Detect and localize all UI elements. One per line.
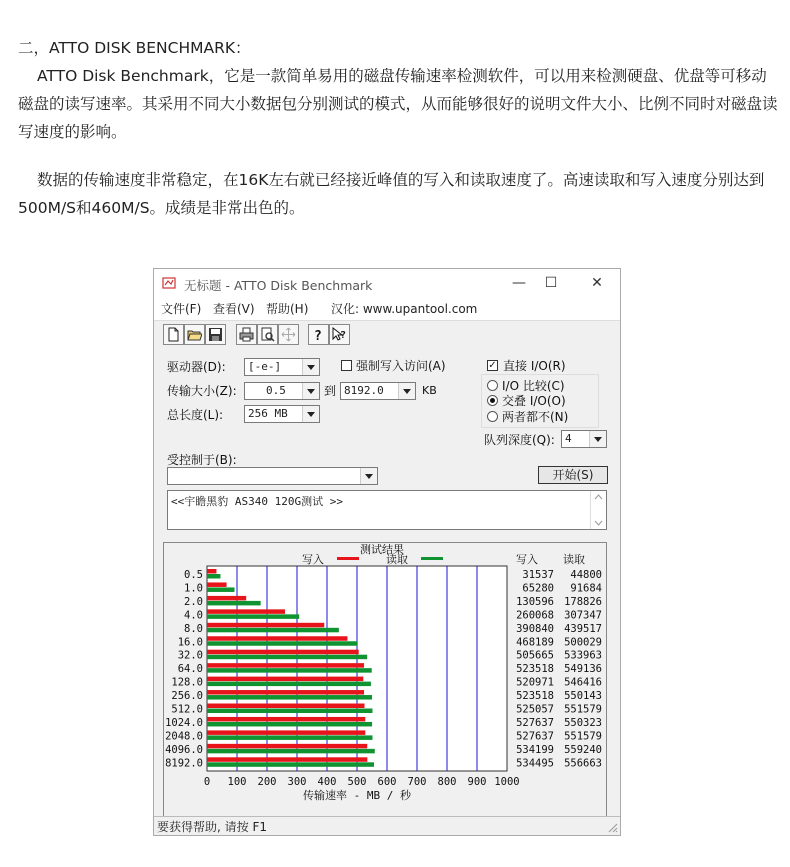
legend-write-swatch (337, 557, 359, 560)
to-label: 到 (324, 384, 337, 398)
write-bar (207, 744, 367, 749)
read-value-label: 551579 (564, 703, 602, 716)
write-bar (207, 690, 364, 695)
read-bar (207, 574, 220, 579)
y-tick-label: 16.0 (177, 636, 203, 649)
menu-view[interactable]: 查看(V) (213, 302, 255, 316)
read-bar (207, 601, 261, 606)
legend-read-swatch (421, 557, 443, 560)
read-bar (207, 655, 367, 660)
write-value-label: 31537 (522, 569, 554, 581)
title-bar (154, 269, 620, 298)
write-bar (207, 582, 227, 587)
legend-read-label: 读取 (386, 553, 408, 566)
overlap-io-radio[interactable] (487, 395, 498, 406)
write-bar (207, 636, 347, 641)
force-write-checkbox[interactable] (341, 360, 352, 371)
chart-title: 测试结果 (360, 543, 404, 556)
results-chart (164, 543, 606, 829)
queue-depth-label: 队列深度(Q): (484, 433, 555, 447)
total-length-value: 256 MB (248, 407, 288, 420)
kb-unit-label: KB (422, 384, 437, 397)
x-tick-label: 800 (437, 776, 457, 788)
svg-text:?: ? (340, 330, 347, 341)
x-axis-label: 传输速率 - MB / 秒 (303, 789, 411, 802)
y-tick-label: 4.0 (184, 609, 203, 622)
write-value-label: 130596 (516, 595, 554, 608)
direct-io-checkbox[interactable]: ✓ (488, 360, 497, 371)
read-bar (207, 628, 339, 633)
y-tick-label: 2048.0 (165, 730, 203, 743)
write-bar (207, 609, 285, 614)
write-column-header: 写入 (516, 553, 538, 566)
read-bar (207, 735, 372, 740)
read-bar (207, 762, 374, 767)
drive-select-value: [-e-] (248, 360, 282, 373)
description-text: <<宇瞻黑豹 AS340 120G测试 >> (171, 495, 343, 508)
x-tick-label: 100 (227, 776, 247, 788)
chevron-down-icon[interactable] (302, 359, 319, 375)
print-icon[interactable] (236, 324, 257, 345)
y-tick-label: 64.0 (177, 663, 203, 676)
y-tick-label: 2.0 (184, 595, 203, 608)
write-bar (207, 650, 359, 655)
read-bar (207, 641, 357, 646)
x-tick-label: 600 (377, 776, 397, 788)
print-preview-icon[interactable] (257, 324, 278, 345)
read-bar (207, 709, 372, 714)
write-value-label: 260068 (516, 609, 554, 622)
x-tick-label: 500 (347, 776, 367, 788)
write-bar (207, 757, 367, 762)
help-icon[interactable] (308, 324, 329, 345)
write-bar (207, 677, 363, 682)
transfer-size-label: 传输大小(Z): (167, 384, 237, 398)
read-value-label: 307347 (564, 609, 602, 622)
write-bar (207, 730, 365, 735)
y-tick-label: 8192.0 (165, 757, 203, 770)
x-tick-label: 900 (467, 776, 487, 788)
read-value-label: 44800 (570, 569, 602, 581)
y-tick-label: 8.0 (184, 622, 203, 635)
write-bar (207, 704, 365, 709)
write-bar (207, 596, 246, 601)
menu-translator-credit: 汉化: www.upantool.com (331, 302, 478, 316)
x-tick-label: 400 (317, 776, 337, 788)
y-tick-label: 128.0 (171, 676, 203, 689)
controlled-by-select[interactable] (167, 467, 378, 485)
move-icon[interactable] (278, 324, 299, 345)
queue-depth-value: 4 (565, 432, 572, 445)
y-tick-label: 1024.0 (165, 716, 203, 729)
read-value-label: 551579 (564, 730, 602, 743)
minimize-button[interactable]: — (512, 275, 526, 291)
x-tick-label: 700 (407, 776, 427, 788)
drive-select[interactable] (244, 358, 320, 376)
description-scrollbar[interactable] (590, 491, 606, 529)
read-value-label: 178826 (564, 595, 602, 608)
resize-grip-icon[interactable] (606, 821, 618, 833)
maximize-button[interactable]: ☐ (544, 275, 558, 291)
total-length-label: 总长度(L): (167, 408, 224, 422)
controlled-by-label: 受控制于(B): (167, 453, 237, 467)
chevron-down-icon[interactable] (398, 383, 415, 399)
x-tick-label: 300 (287, 776, 307, 788)
article-paragraph-1: ATTO Disk Benchmark，它是一款简单易用的磁盘传输速率检测软件，可以用来检测硬盘、优盘等可移动磁盘的读写速率。其采用不同大小数据包分别测试的模式，从而能够很好的说明文件大小、比例不同时对磁盘读写速度的影响。 (18, 67, 778, 141)
write-value-label: 527637 (516, 730, 554, 743)
write-value-label: 527637 (516, 716, 554, 729)
read-bar (207, 587, 235, 592)
drive-label: 驱动器(D): (167, 360, 226, 374)
read-value-label: 91684 (570, 582, 602, 595)
chevron-down-icon[interactable] (302, 383, 319, 399)
read-value-label: 556663 (564, 757, 602, 770)
context-help-icon[interactable] (329, 324, 350, 345)
y-tick-label: 256.0 (171, 690, 203, 703)
write-bar (207, 569, 216, 574)
transfer-size-to-select[interactable] (340, 382, 416, 400)
read-bar (207, 722, 372, 727)
y-tick-label: 0.5 (184, 569, 203, 581)
write-value-label: 534199 (516, 743, 554, 756)
write-value-label: 534495 (516, 757, 554, 770)
transfer-size-from-value: 0.5 (266, 384, 286, 397)
read-value-label: 550323 (564, 716, 602, 729)
read-bar (207, 668, 372, 673)
write-bar (207, 717, 365, 722)
atto-window (153, 268, 621, 836)
results-panel (163, 542, 607, 830)
write-value-label: 505665 (516, 649, 554, 662)
force-write-label: 强制写入访问(A) (356, 359, 446, 373)
read-value-label: 500029 (564, 636, 602, 649)
neither-label: 两者都不(N) (502, 410, 569, 424)
x-tick-label: 1000 (494, 776, 520, 788)
write-bar (207, 663, 364, 668)
write-value-label: 523518 (516, 663, 554, 676)
new-file-icon[interactable] (163, 324, 184, 345)
overlap-io-label: 交叠 I/O(O) (502, 394, 566, 408)
toolbar (154, 320, 620, 349)
read-value-label: 550143 (564, 690, 602, 703)
close-button[interactable]: ✕ (591, 275, 603, 291)
read-value-label: 549136 (564, 663, 602, 676)
chevron-down-icon[interactable] (302, 406, 319, 422)
x-tick-label: 0 (203, 776, 211, 788)
read-bar (207, 682, 371, 687)
menu-help[interactable]: 帮助(H) (266, 302, 309, 316)
status-bar (154, 816, 620, 835)
read-bar (207, 614, 299, 619)
io-compare-radio[interactable] (487, 380, 498, 391)
write-value-label: 520971 (516, 676, 554, 689)
io-compare-label: I/O 比较(C) (502, 379, 565, 393)
menu-bar (154, 298, 620, 320)
y-tick-label: 512.0 (171, 703, 203, 716)
transfer-size-from-select[interactable] (244, 382, 320, 400)
write-value-label: 468189 (516, 636, 554, 649)
read-column-header: 读取 (563, 553, 585, 566)
article (18, 34, 778, 222)
description-textarea[interactable] (167, 490, 607, 530)
queue-depth-select[interactable] (561, 430, 607, 448)
read-bar (207, 749, 375, 754)
neither-radio[interactable] (487, 411, 498, 422)
y-tick-label: 1.0 (184, 582, 203, 595)
app-icon (162, 276, 176, 290)
y-tick-label: 32.0 (177, 649, 203, 662)
svg-text:?: ? (314, 329, 322, 342)
write-bar (207, 623, 324, 628)
start-button[interactable]: 开始(S) (538, 466, 608, 484)
read-value-label: 533963 (564, 649, 602, 662)
chevron-down-icon[interactable] (360, 468, 377, 484)
article-paragraph-2: 数据的传输速度非常稳定，在16K左右就已经接近峰值的写入和读取速度了。高速读取和写入速度分别达到500M/S和460M/S。成绩是非常出色的。 (18, 171, 765, 217)
read-bar (207, 695, 372, 700)
write-value-label: 65280 (522, 582, 554, 595)
write-value-label: 390840 (516, 622, 554, 635)
write-value-label: 523518 (516, 690, 554, 703)
total-length-select[interactable] (244, 405, 320, 423)
y-tick-label: 4096.0 (165, 743, 203, 756)
status-text: 要获得帮助, 请按 F1 (157, 820, 267, 834)
read-value-label: 559240 (564, 743, 602, 756)
read-value-label: 546416 (564, 676, 602, 689)
save-icon[interactable] (205, 324, 226, 345)
chevron-down-icon[interactable] (589, 431, 606, 447)
direct-io-label: 直接 I/O(R) (503, 359, 566, 373)
open-folder-icon[interactable] (184, 324, 205, 345)
read-value-label: 439517 (564, 622, 602, 635)
window-title: 无标题 - ATTO Disk Benchmark (184, 278, 373, 293)
legend-write-label: 写入 (302, 553, 324, 566)
article-heading: 二，ATTO DISK BENCHMARK： (18, 39, 251, 57)
menu-file[interactable]: 文件(F) (161, 302, 202, 316)
write-value-label: 525057 (516, 703, 554, 716)
transfer-size-to-value: 8192.0 (344, 384, 384, 397)
x-tick-label: 200 (257, 776, 277, 788)
